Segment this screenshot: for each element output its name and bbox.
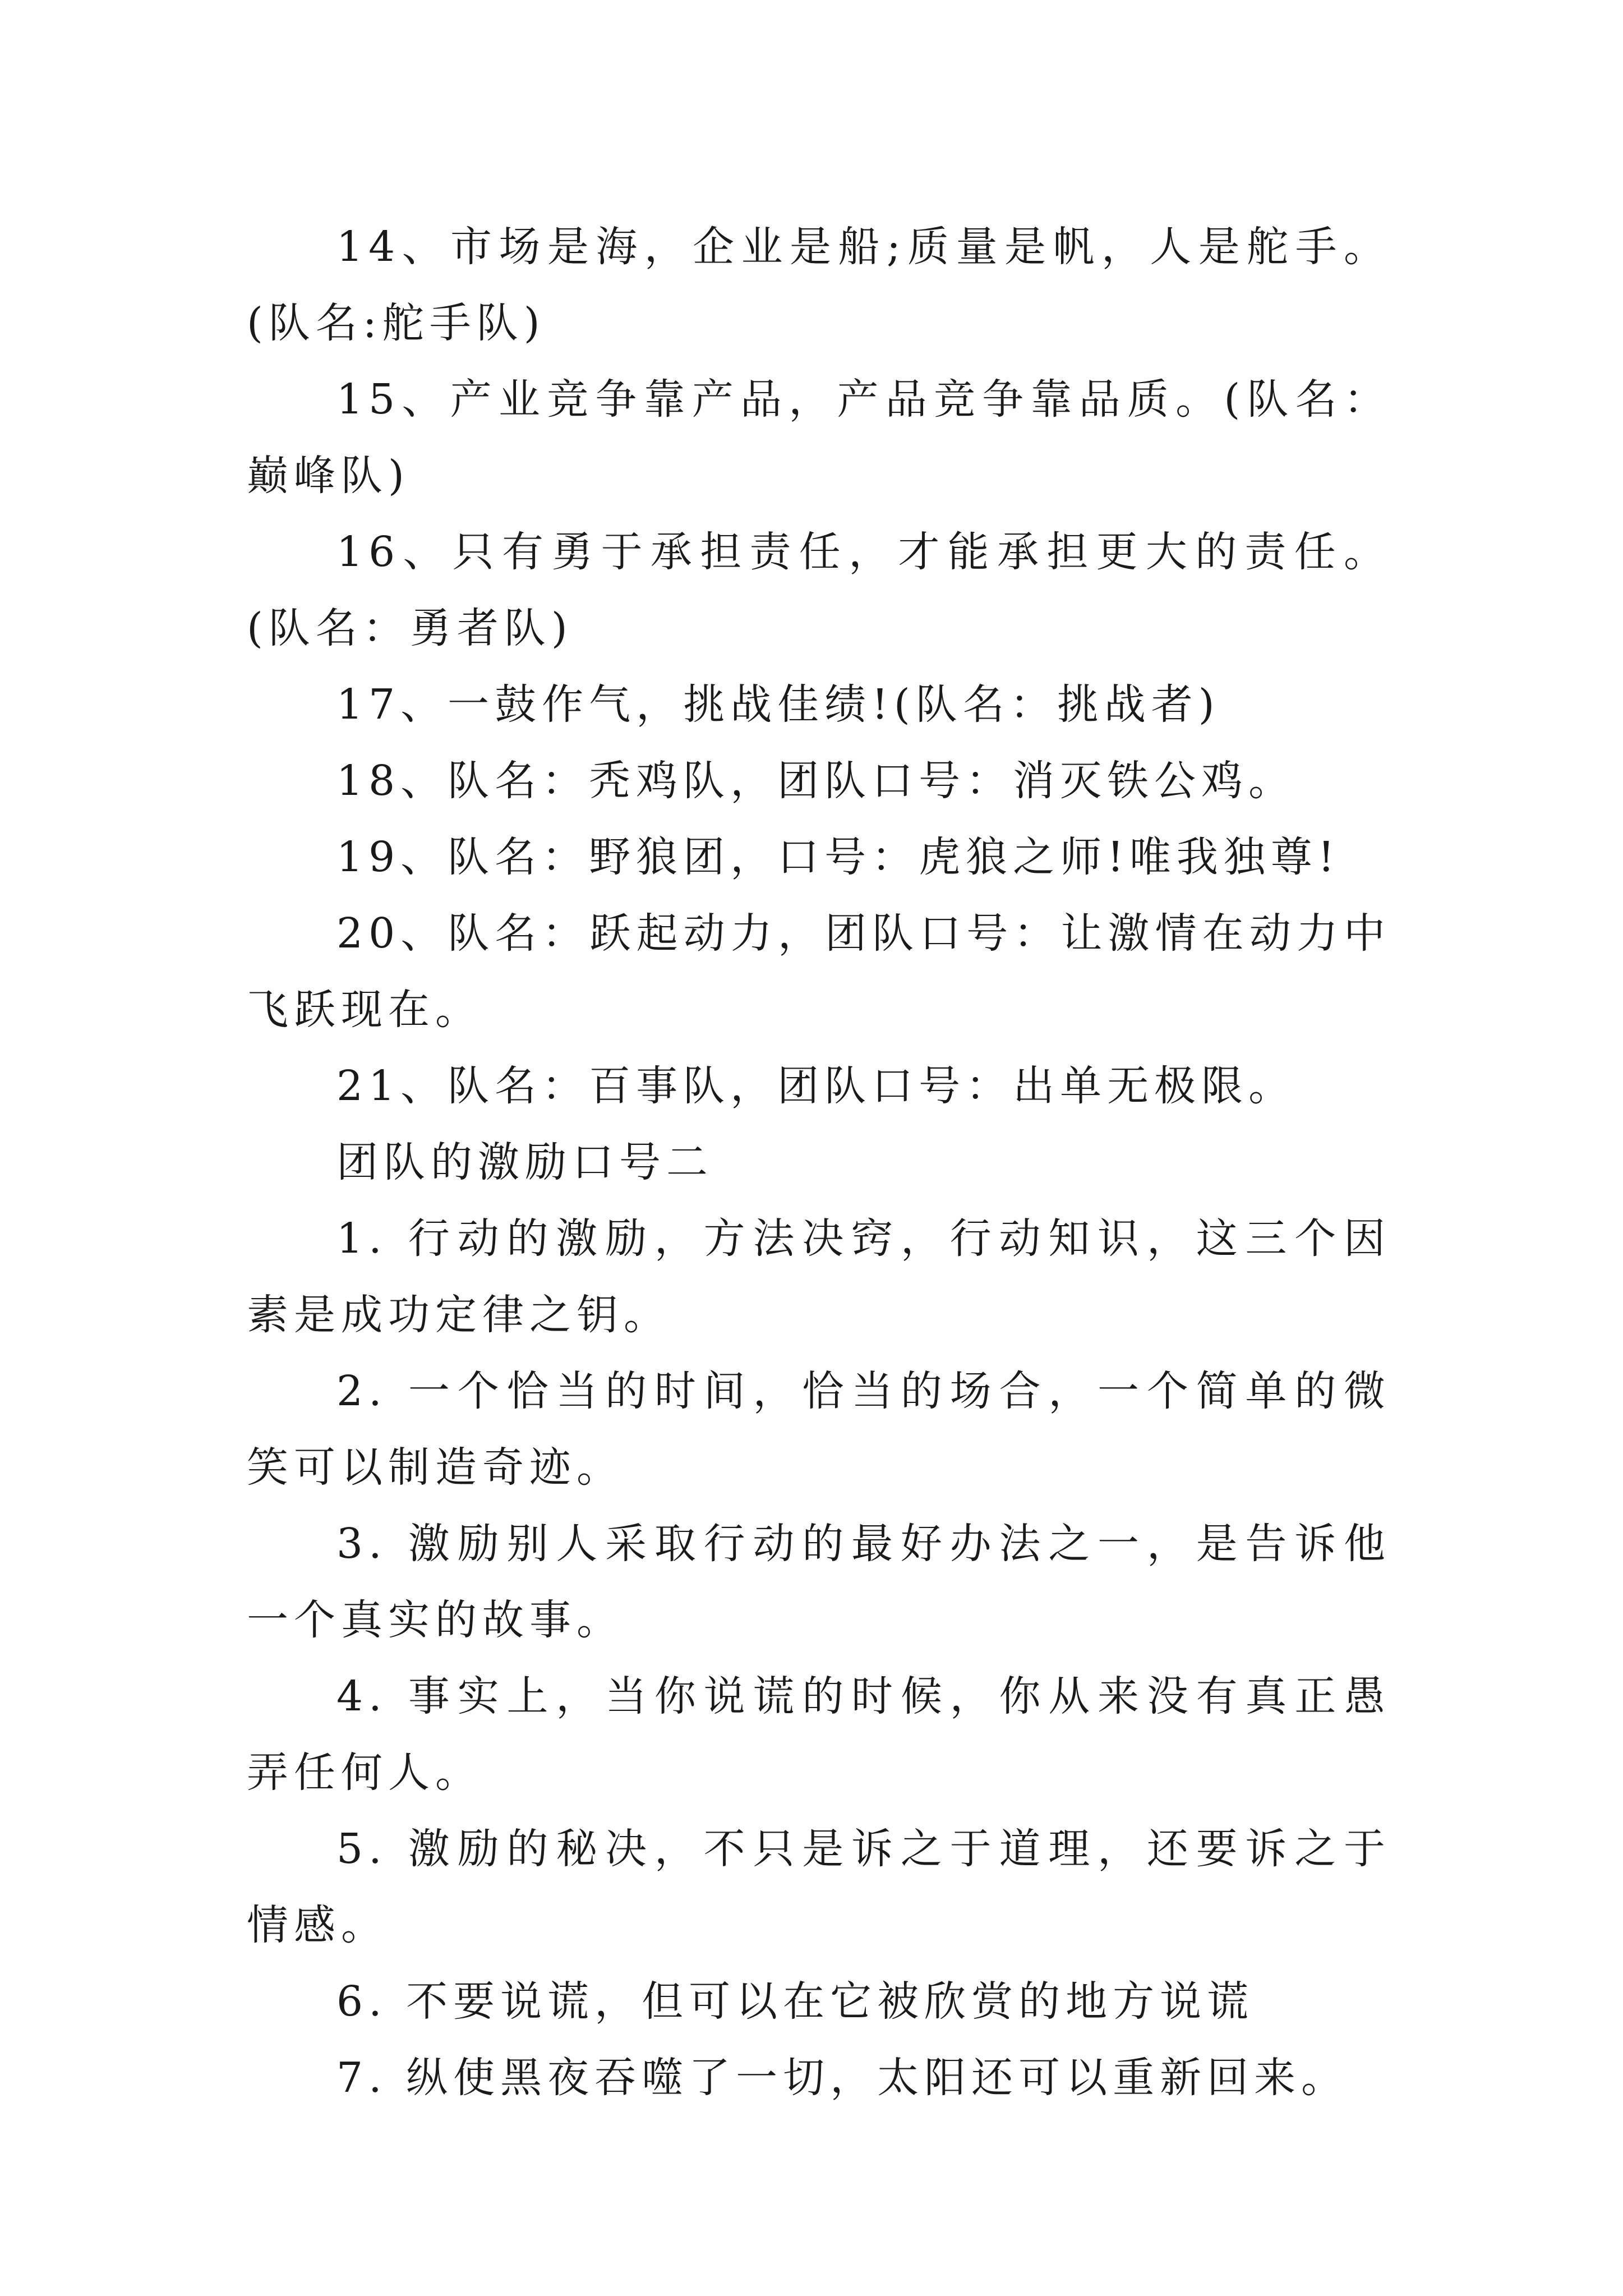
list-item-1: 1. 行动的激励，方法决窍，行动知识，这三个因素是成功定律之钥。 xyxy=(247,1214,1391,1339)
paragraph-21: 21、队名：百事队，团队口号：出单无极限。 xyxy=(336,1062,1296,1110)
paragraph-14: 14、市场是海，企业是船;质量是帆，人是舵手。(队名:舵手队) xyxy=(247,223,1391,347)
list-item-4: 4. 事实上，当你说谎的时候，你从来没有真正愚弄任何人。 xyxy=(247,1672,1391,1797)
document-body xyxy=(247,209,1391,2116)
paragraph-15: 15、产业竞争靠产品，产品竞争靠品质。(队名：巅峰队) xyxy=(247,375,1391,500)
section-heading: 团队的激励口号二 xyxy=(336,1138,713,1186)
list-item-2: 2. 一个恰当的时间，恰当的场合，一个简单的微笑可以制造奇迹。 xyxy=(247,1367,1391,1492)
list-item-6: 6. 不要说谎，但可以在它被欣赏的地方说谎 xyxy=(336,1977,1255,2026)
list-item-5: 5. 激励的秘决，不只是诉之于道理，还要诉之于情感。 xyxy=(247,1825,1391,1949)
paragraph-17: 17、一鼓作气，挑战佳绩!(队名：挑战者) xyxy=(336,680,1220,729)
paragraph-16: 16、只有勇于承担责任，才能承担更大的责任。(队名：勇者队) xyxy=(247,528,1391,652)
paragraph-20: 20、队名：跃起动力，团队口号：让激情在动力中飞跃现在。 xyxy=(247,909,1391,1034)
list-item-7: 7. 纵使黑夜吞噬了一切，太阳还可以重新回来。 xyxy=(336,2054,1349,2102)
list-item-3: 3. 激励别人采取行动的最好办法之一，是告诉他一个真实的故事。 xyxy=(247,1520,1391,1644)
paragraph-18: 18、队名：秃鸡队，团队口号：消灭铁公鸡。 xyxy=(336,757,1296,805)
paragraph-19: 19、队名：野狼团，口号：虎狼之师!唯我独尊! xyxy=(336,833,1340,881)
